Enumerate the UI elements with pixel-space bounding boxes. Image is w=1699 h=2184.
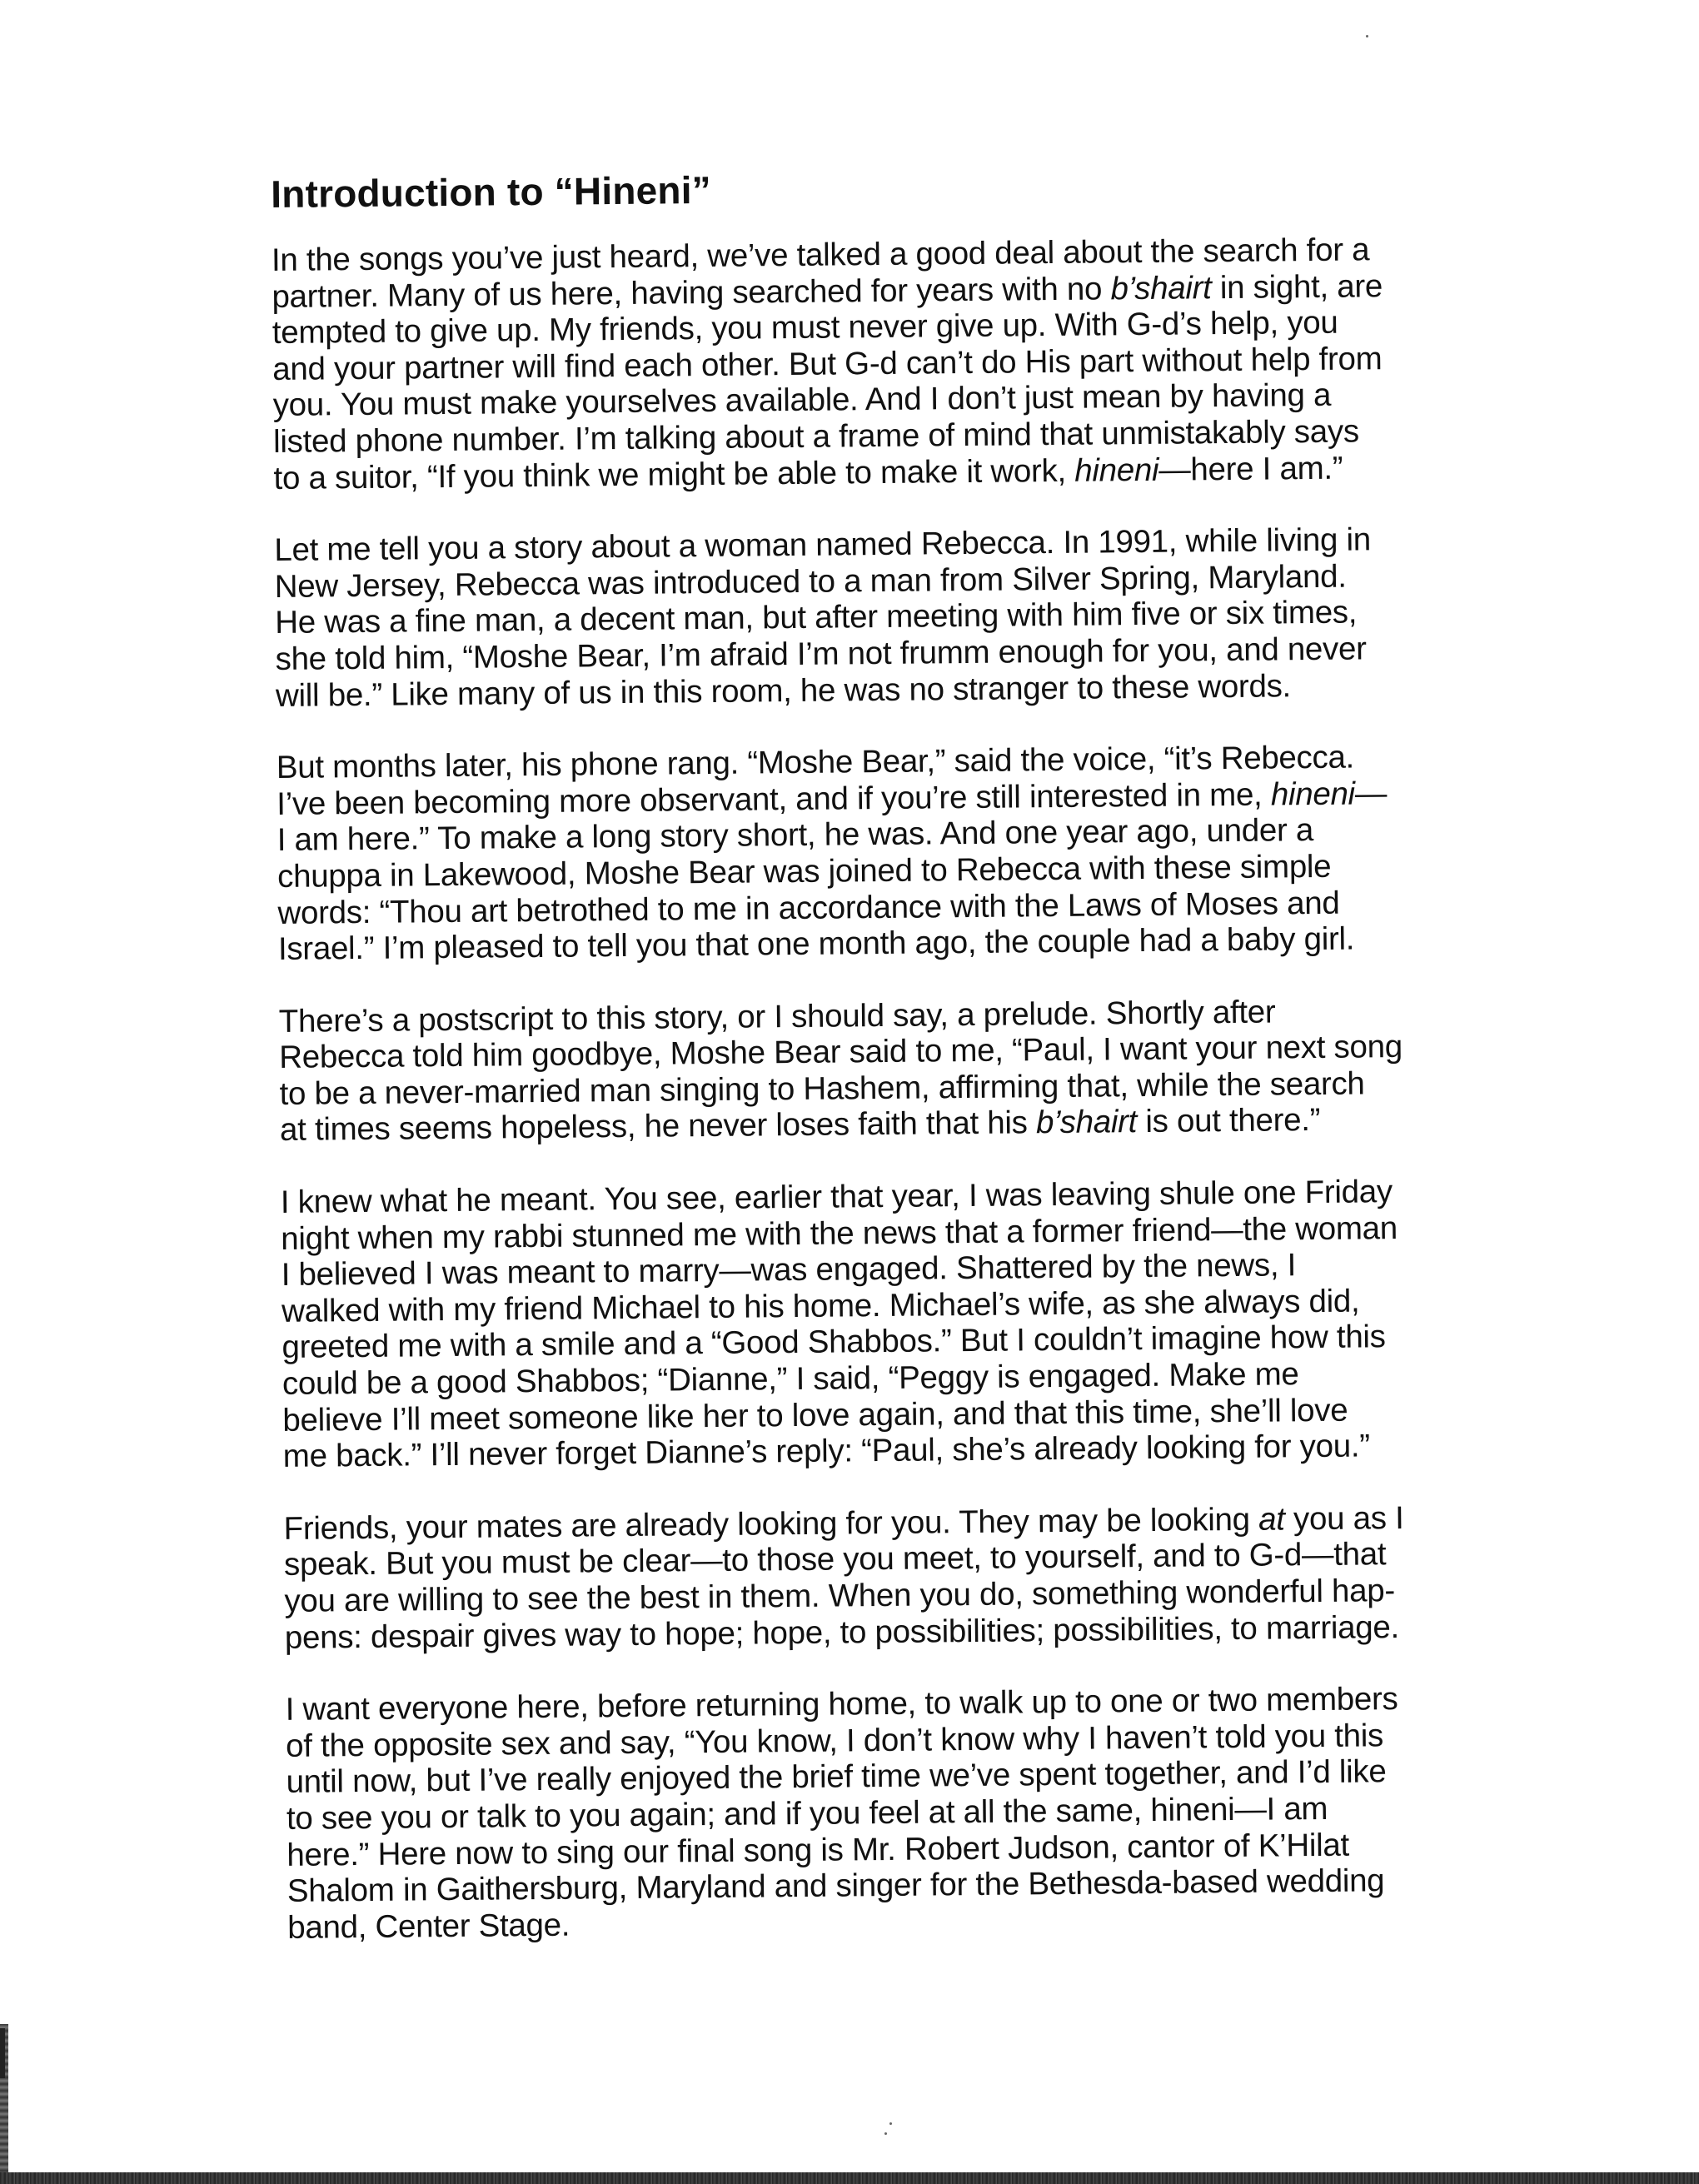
- text-line: Friends, your mates are already looking for you. They may be looking at you as I: [283, 1499, 1404, 1547]
- italic-term: b’shairt: [1035, 1104, 1138, 1141]
- text-line: There’s a postscript to this story, or I should say, a prelude. Shortly after: [278, 994, 1276, 1040]
- paragraph: [286, 1680, 1529, 1946]
- text-line: could be a good Shabbos; “Dianne,” I said, “Peggy is engaged. Make me: [282, 1356, 1299, 1402]
- text-line: and your partner will find each other. But G-d can’t do His part without help from: [272, 340, 1383, 387]
- text-line: partner. Many of us here, having searched for years with no b’shairt in sight, are: [272, 267, 1383, 315]
- text-line: In the songs you’ve just heard, we’ve talked a good deal about the search for a: [271, 232, 1370, 278]
- text-line: Shalom in Gaithersburg, Maryland and singer for the Bethesda-based wedding: [286, 1862, 1385, 1910]
- scan-speck: [1366, 35, 1368, 37]
- text-line: I knew what he meant. You see, earlier that year, I was leaving shule one Friday: [280, 1174, 1393, 1221]
- text-line: listed phone number. I’m talking about a frame of mind that unmistakably says: [272, 413, 1359, 460]
- document-body: [271, 159, 1529, 1982]
- paragraph: [283, 1498, 1526, 1656]
- text-line: believe I’ll meet someone like her to love again, and that this time, she’ll love: [282, 1392, 1348, 1439]
- italic-term: hineni: [1074, 451, 1159, 489]
- text-line: will be.” Like many of us in this room, he was no stranger to these words.: [275, 667, 1292, 714]
- text-line: pens: despair gives way to hope; hope, to possibilities; possibilities, to marriage.: [284, 1608, 1400, 1656]
- text-line: greeted me with a smile and a “Good Shabbos.” But I couldn’t imagine how this: [282, 1319, 1386, 1366]
- paragraph: [281, 1173, 1524, 1475]
- text-line: night when my rabbi stunned me with the news that a former friend—the woman: [281, 1209, 1398, 1257]
- text-line: Israel.” I’m pleased to tell you that one month ago, the couple had a baby girl.: [277, 920, 1355, 968]
- text-line: you. You must make yourselves available. And I don’t just mean by having a: [272, 377, 1332, 424]
- paragraph: [279, 991, 1522, 1149]
- text-line: I want everyone here, before returning home, to walk up to one or two members: [285, 1681, 1398, 1728]
- text-line: I am here.” To make a long story short, he was. And one year ago, under a: [277, 812, 1314, 859]
- italic-term: hineni: [1270, 775, 1356, 813]
- paragraph-list: [272, 231, 1529, 1947]
- text-line: speak. But you must be clear—to those you meet, to yourself, and to G-d—that: [283, 1536, 1387, 1583]
- text-line: words: “Thou art betrothed to me in accordance with the Laws of Moses and: [277, 885, 1340, 931]
- text-line: she told him, “Moshe Bear, I’m afraid I’m not frumm enough for you, and never: [275, 631, 1367, 677]
- paragraph: [272, 231, 1515, 496]
- text-line: band, Center Stage.: [287, 1907, 570, 1946]
- text-line: Let me tell you a story about a woman named Rebecca. In 1991, while living in: [274, 521, 1372, 569]
- page-title: Introduction to “Hineni”: [271, 167, 712, 216]
- scan-speck: [884, 2132, 887, 2135]
- text-line: you are willing to see the best in them. When you do, something wonderful hap-: [284, 1573, 1396, 1619]
- paragraph: [274, 521, 1517, 714]
- text-line: Rebecca told him goodbye, Moshe Bear said to me, “Paul, I want your next song: [279, 1029, 1403, 1076]
- text-line: I believed I was meant to marry—was engaged. Shattered by the news, I: [281, 1247, 1297, 1294]
- scan-speck: [889, 2122, 892, 2125]
- text-line: here.” Here now to sing our final song is Mr. Robert Judson, cantor of K’Hilat: [286, 1827, 1350, 1873]
- scan-bottom-border: [0, 2172, 1699, 2184]
- italic-term: b’shairt: [1110, 269, 1212, 307]
- scan-edge-mark: [0, 2028, 5, 2078]
- text-line: me back.” I’ll never forget Dianne’s reply: “Paul, she’s already looking for you.”: [282, 1428, 1370, 1475]
- text-line: to see you or talk to you again; and if you feel at all the same, hineni—I am: [286, 1790, 1328, 1837]
- paragraph: [277, 738, 1519, 968]
- text-line: But months later, his phone rang. “Moshe Bear,” said the voice, “it’s Rebecca.: [276, 739, 1355, 786]
- text-line: walked with my friend Michael to his home. Michael’s wife, as she always did,: [281, 1283, 1360, 1329]
- text-line: chuppa in Lakewood, Moshe Bear was joined to Rebecca with these simple: [277, 848, 1332, 895]
- text-line: New Jersey, Rebecca was introduced to a man from Silver Spring, Maryland.: [274, 558, 1347, 605]
- text-line: to be a never-married man singing to Hashem, affirming that, while the search: [279, 1065, 1365, 1112]
- text-line: I’ve been becoming more observant, and if you’re still interested in me, hineni—: [277, 775, 1388, 822]
- text-line: He was a fine man, a decent man, but after meeting with him five or six times,: [275, 594, 1358, 641]
- italic-term: at: [1258, 1501, 1285, 1538]
- text-line: at times seems hopeless, he never loses faith that his b’shairt is out there.”: [279, 1102, 1321, 1149]
- text-line: until now, but I’ve really enjoyed the brief time we’ve spent together, and I’d like: [286, 1753, 1387, 1801]
- text-line: of the opposite sex and say, “You know, I don’t know why I haven’t told you this: [285, 1718, 1384, 1764]
- text-line: tempted to give up. My friends, you must never give up. With G-d’s help, you: [272, 304, 1338, 352]
- text-line: to a suitor, “If you think we might be able to make it work, hineni—here I am.”: [273, 450, 1343, 496]
